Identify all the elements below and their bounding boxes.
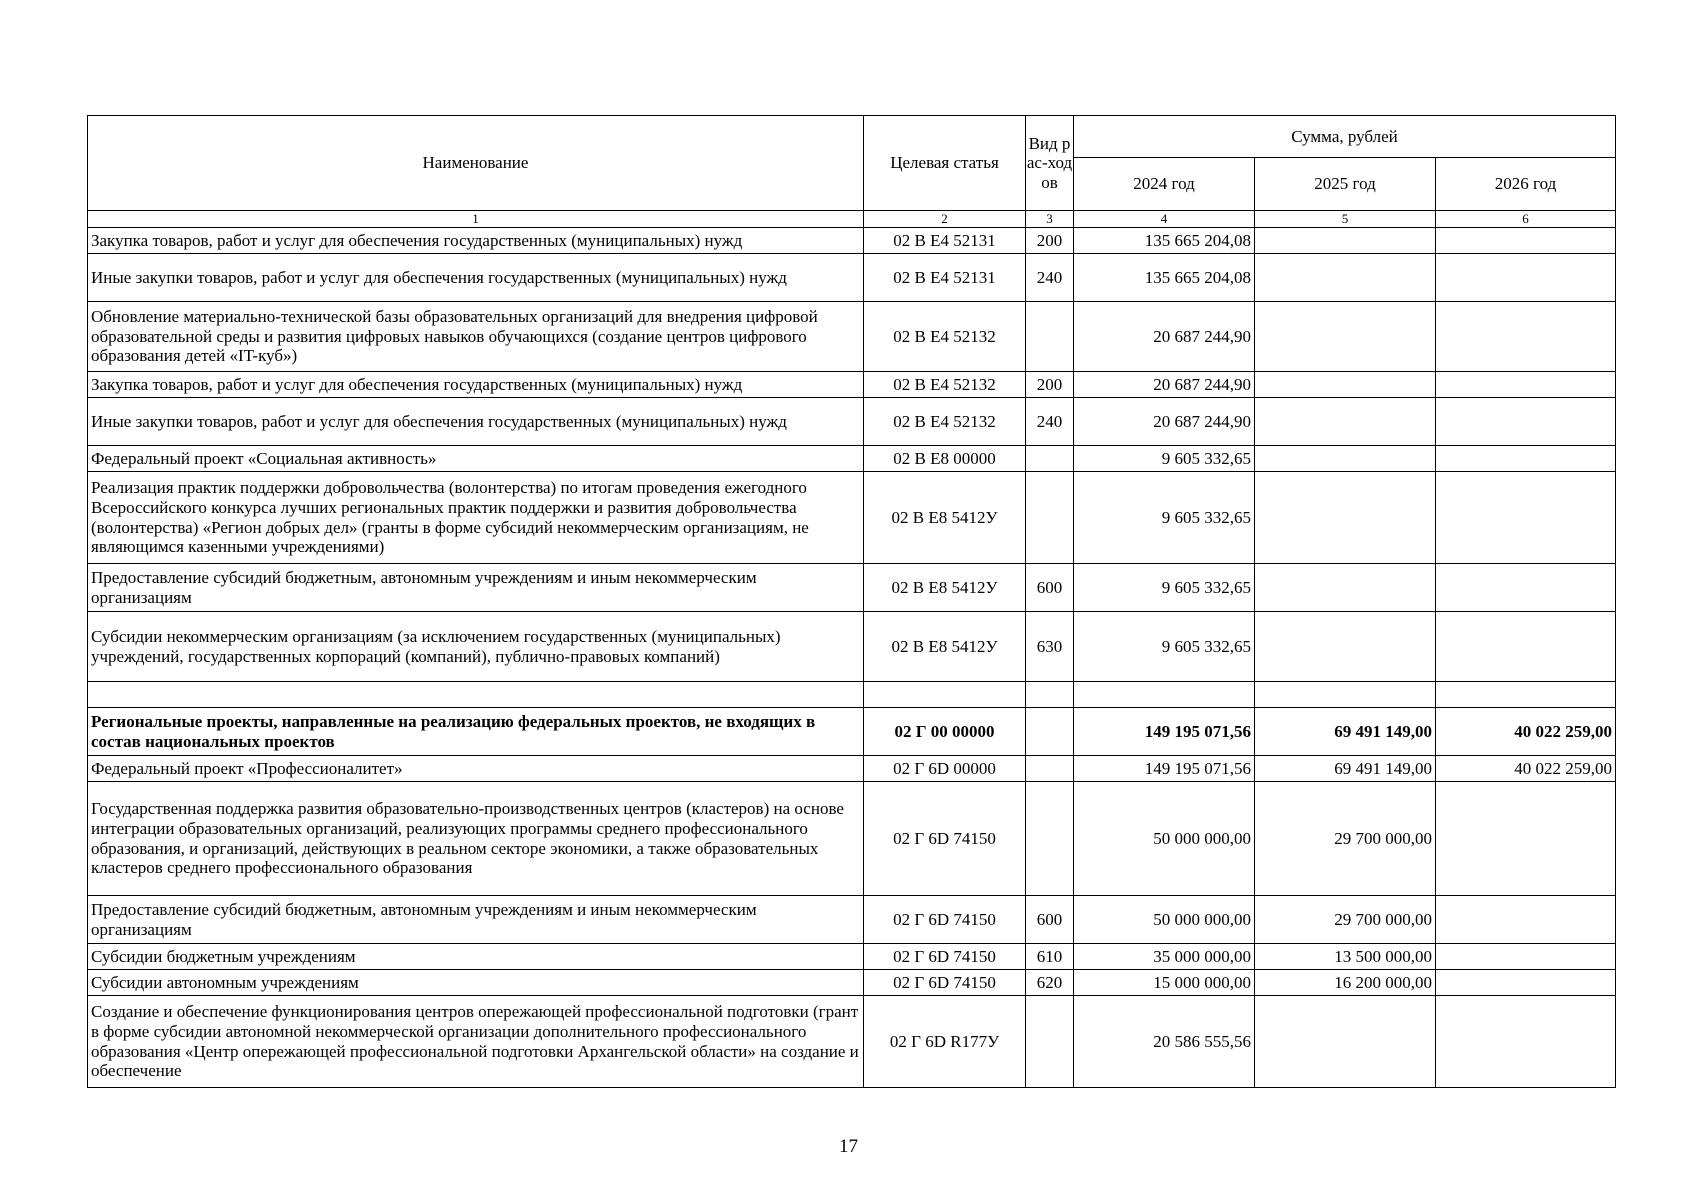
header-name: Наименование (88, 116, 864, 211)
table-row (88, 896, 1616, 944)
row-name: Обновление материально-технической базы образовательных организаций для внедрения цифровой образовательной среды и развития цифровых навыков обучающихся (создание центров цифрового образования детей «IT-куб») (88, 302, 864, 372)
row-amount-2025 (1255, 398, 1436, 446)
row-amount-2024: 149 195 071,56 (1074, 708, 1255, 756)
header-2025: 2025 год (1255, 158, 1436, 211)
row-target-code: 02 Г 6D R177У (864, 996, 1026, 1088)
table-row (88, 970, 1616, 996)
row-name: Закупка товаров, работ и услуг для обеспечения государственных (муниципальных) нужд (88, 372, 864, 398)
row-amount-2026 (1436, 612, 1616, 682)
row-expense-type (1026, 472, 1074, 564)
table-row (88, 708, 1616, 756)
row-amount-2024: 20 687 244,90 (1074, 398, 1255, 446)
header-sum: Сумма, рублей (1074, 116, 1616, 158)
table-row (88, 398, 1616, 446)
row-amount-2025 (1255, 472, 1436, 564)
row-amount-2025 (1255, 228, 1436, 254)
row-amount-2025: 69 491 149,00 (1255, 708, 1436, 756)
row-expense-type: 200 (1026, 228, 1074, 254)
row-amount-2025: 29 700 000,00 (1255, 896, 1436, 944)
row-amount-2024: 35 000 000,00 (1074, 944, 1255, 970)
row-target-code: 02 Г 6D 00000 (864, 756, 1026, 782)
row-name: Государственная поддержка развития образовательно-производственных центров (кластеров) на основе интеграции образовательных организаций, реализующих программы среднего профессионального образования, и организаций, действующих в реальном секторе экономики, а также образовательных кластеров среднего профессионального образования (88, 782, 864, 896)
row-target-code: 02 В Е4 52132 (864, 372, 1026, 398)
row-target-code: 02 Г 6D 74150 (864, 782, 1026, 896)
row-target-code: 02 В Е8 5412У (864, 564, 1026, 612)
row-amount-2025 (1255, 996, 1436, 1088)
row-amount-2024: 9 605 332,65 (1074, 472, 1255, 564)
row-expense-type (1026, 302, 1074, 372)
row-amount-2025: 16 200 000,00 (1255, 970, 1436, 996)
table-row (88, 446, 1616, 472)
table-row (88, 756, 1616, 782)
row-amount-2025 (1255, 302, 1436, 372)
row-amount-2026 (1436, 302, 1616, 372)
row-expense-type: 610 (1026, 944, 1074, 970)
row-target-code: 02 В Е8 00000 (864, 446, 1026, 472)
header-2024: 2024 год (1074, 158, 1255, 211)
row-amount-2025 (1255, 446, 1436, 472)
row-expense-type (1026, 996, 1074, 1088)
row-amount-2025 (1255, 254, 1436, 302)
table-row (88, 996, 1616, 1088)
row-name: Субсидии бюджетным учреждениям (88, 944, 864, 970)
row-amount-2026 (1436, 996, 1616, 1088)
row-name: Региональные проекты, направленные на реализацию федеральных проектов, не входящих в состав национальных проектов (88, 708, 864, 756)
row-expense-type: 620 (1026, 970, 1074, 996)
row-amount-2024: 50 000 000,00 (1074, 896, 1255, 944)
column-number: 3 (1026, 211, 1074, 228)
table-row (88, 612, 1616, 682)
row-target-code: 02 В Е8 5412У (864, 612, 1026, 682)
row-amount-2024: 149 195 071,56 (1074, 756, 1255, 782)
table-row (88, 254, 1616, 302)
row-target-code: 02 Г 6D 74150 (864, 944, 1026, 970)
row-amount-2024: 20 687 244,90 (1074, 302, 1255, 372)
row-amount-2024: 9 605 332,65 (1074, 612, 1255, 682)
page-number: 17 (839, 1136, 858, 1157)
column-number: 2 (864, 211, 1026, 228)
row-amount-2026 (1436, 372, 1616, 398)
row-expense-type (1026, 782, 1074, 896)
row-name: Предоставление субсидий бюджетным, автономным учреждениям и иным некоммерческим организациям (88, 564, 864, 612)
table-row (88, 682, 1616, 708)
column-number-row (88, 211, 1616, 228)
row-amount-2026 (1436, 944, 1616, 970)
row-amount-2026 (1436, 970, 1616, 996)
row-amount-2026 (1436, 472, 1616, 564)
row-expense-type (1026, 756, 1074, 782)
table-row (88, 302, 1616, 372)
row-target-code: 02 В Е4 52132 (864, 398, 1026, 446)
row-amount-2024: 9 605 332,65 (1074, 564, 1255, 612)
row-amount-2024: 135 665 204,08 (1074, 228, 1255, 254)
row-name: Федеральный проект «Социальная активность» (88, 446, 864, 472)
row-name: Субсидии автономным учреждениям (88, 970, 864, 996)
row-amount-2025: 69 491 149,00 (1255, 756, 1436, 782)
row-name: Субсидии некоммерческим организациям (за исключением государственных (муниципальных) учреждений, государственных корпораций (компаний), публично-правовых компаний) (88, 612, 864, 682)
row-expense-type: 630 (1026, 612, 1074, 682)
row-target-code: 02 В Е8 5412У (864, 472, 1026, 564)
table-row (88, 228, 1616, 254)
row-amount-2026 (1436, 398, 1616, 446)
row-amount-2025: 29 700 000,00 (1255, 782, 1436, 896)
row-name: Иные закупки товаров, работ и услуг для обеспечения государственных (муниципальных) нужд (88, 254, 864, 302)
row-amount-2026 (1436, 896, 1616, 944)
row-target-code (864, 682, 1026, 708)
row-target-code: 02 Г 00 00000 (864, 708, 1026, 756)
table-row (88, 472, 1616, 564)
row-target-code: 02 В Е4 52131 (864, 254, 1026, 302)
row-name: Создание и обеспечение функционирования центров опережающей профессиональной подготовки (грант в форме субсидии автономной некоммерческой организации дополнительного профессионального образования «Центр опережающей профессиональной подготовки Архангельской области» на создание и обеспечение (88, 996, 864, 1088)
row-name: Закупка товаров, работ и услуг для обеспечения государственных (муниципальных) нужд (88, 228, 864, 254)
row-expense-type: 240 (1026, 398, 1074, 446)
row-amount-2025 (1255, 612, 1436, 682)
row-amount-2026 (1436, 564, 1616, 612)
table-row (88, 372, 1616, 398)
row-amount-2024: 9 605 332,65 (1074, 446, 1255, 472)
row-name: Федеральный проект «Профессионалитет» (88, 756, 864, 782)
row-amount-2024: 50 000 000,00 (1074, 782, 1255, 896)
budget-table (87, 115, 1616, 1088)
table-row (88, 944, 1616, 970)
row-expense-type: 200 (1026, 372, 1074, 398)
row-expense-type (1026, 708, 1074, 756)
row-amount-2026: 40 022 259,00 (1436, 708, 1616, 756)
row-target-code: 02 В Е4 52132 (864, 302, 1026, 372)
row-amount-2024: 20 687 244,90 (1074, 372, 1255, 398)
row-amount-2025: 13 500 000,00 (1255, 944, 1436, 970)
table-row (88, 782, 1616, 896)
row-amount-2026: 40 022 259,00 (1436, 756, 1616, 782)
row-expense-type: 240 (1026, 254, 1074, 302)
column-number: 4 (1074, 211, 1255, 228)
row-amount-2024: 20 586 555,56 (1074, 996, 1255, 1088)
row-expense-type (1026, 682, 1074, 708)
header-target: Целевая статья (864, 116, 1026, 211)
row-name (88, 682, 864, 708)
header-2026: 2026 год (1436, 158, 1616, 211)
row-amount-2024 (1074, 682, 1255, 708)
row-amount-2025 (1255, 372, 1436, 398)
column-number: 1 (88, 211, 864, 228)
row-amount-2026 (1436, 254, 1616, 302)
column-number: 6 (1436, 211, 1616, 228)
row-target-code: 02 В Е4 52131 (864, 228, 1026, 254)
row-name: Иные закупки товаров, работ и услуг для обеспечения государственных (муниципальных) нужд (88, 398, 864, 446)
header-row-top (88, 116, 1616, 158)
row-amount-2026 (1436, 782, 1616, 896)
row-target-code: 02 Г 6D 74150 (864, 970, 1026, 996)
table-row (88, 564, 1616, 612)
row-amount-2024: 135 665 204,08 (1074, 254, 1255, 302)
row-amount-2026 (1436, 682, 1616, 708)
row-target-code: 02 Г 6D 74150 (864, 896, 1026, 944)
row-amount-2026 (1436, 228, 1616, 254)
row-name: Предоставление субсидий бюджетным, автономным учреждениям и иным некоммерческим организациям (88, 896, 864, 944)
header-vid: Вид рас-ходов (1026, 116, 1074, 211)
row-expense-type: 600 (1026, 564, 1074, 612)
column-number: 5 (1255, 211, 1436, 228)
row-name: Реализация практик поддержки добровольчества (волонтерства) по итогам проведения ежегодного Всероссийского конкурса лучших региональных практик поддержки и развития добровольчества (волонтерства) «Регион добрых дел» (гранты в форме субсидий некоммерческим организациям, не являющимся казенными учреждениями) (88, 472, 864, 564)
row-expense-type (1026, 446, 1074, 472)
row-amount-2025 (1255, 564, 1436, 612)
row-expense-type: 600 (1026, 896, 1074, 944)
row-amount-2026 (1436, 446, 1616, 472)
row-amount-2024: 15 000 000,00 (1074, 970, 1255, 996)
row-amount-2025 (1255, 682, 1436, 708)
